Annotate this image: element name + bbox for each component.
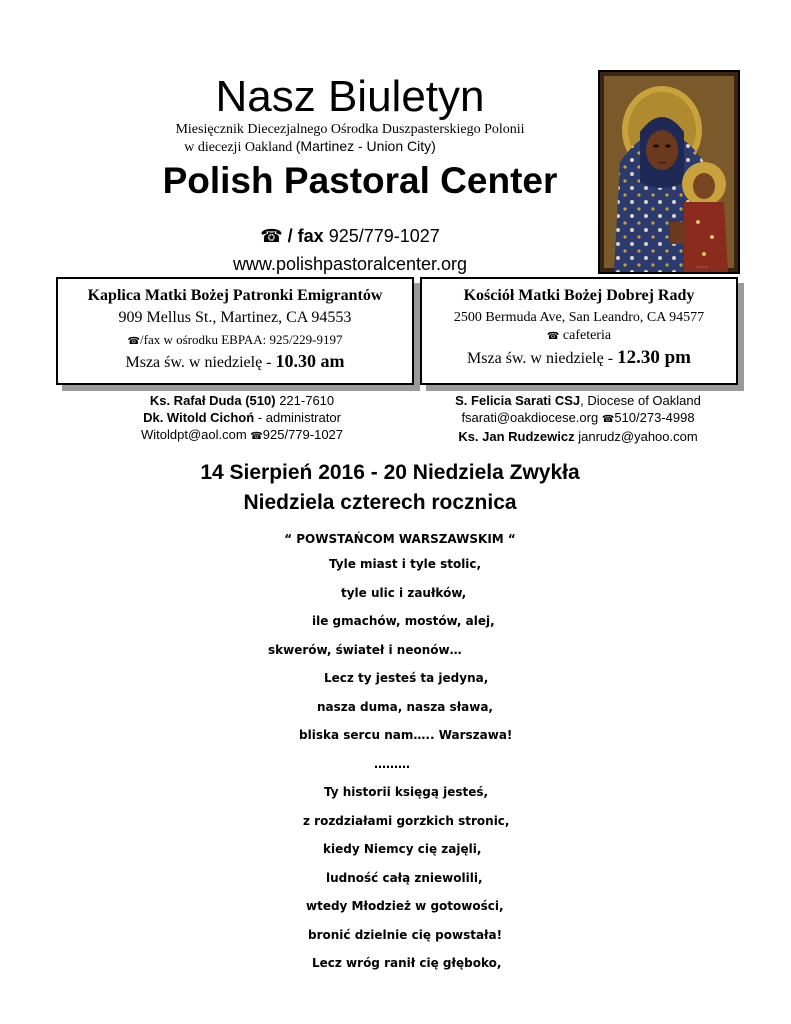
- phone-icon: ☎: [127, 336, 140, 347]
- bulletin-subtitle-diocese: [110, 138, 510, 156]
- phone-icon: ☎: [601, 414, 615, 425]
- liturgical-date: 14 Sierpień 2016 - 20 Niedziela Zwykła: [200, 461, 580, 484]
- contact-priest: Ks. Rafał Duda (510) 221-7610: [149, 393, 335, 408]
- chapel-phone: ☎/fax w ośrodku EBPAA: 925/229-9197: [127, 332, 343, 347]
- poem-line: bronić dzielnie cię powstała!: [308, 928, 503, 942]
- email-link[interactable]: Witoldpt@aol.com: [140, 427, 247, 442]
- poem-line: z rozdziałami gorzkich stronic,: [303, 814, 510, 828]
- phone-number: 925/779-1027: [328, 226, 440, 246]
- poem-line: ile gmachów, mostów, alej,: [312, 614, 495, 628]
- website-link[interactable]: www.polishpastoralcenter.org: [232, 254, 468, 274]
- contact-deacon-email: Witoldpt@aol.com ☎925/779-1027: [140, 427, 344, 442]
- bulletin-title: Nasz Biuletyn: [215, 72, 485, 121]
- email-link[interactable]: fsarati@oakdiocese.org: [461, 410, 599, 425]
- black-madonna-icon: [598, 70, 740, 274]
- mass-time: 10.30 am: [275, 351, 345, 371]
- mass-label: Msza św. w niedzielę -: [125, 354, 272, 371]
- email-link[interactable]: janrudz@yahoo.com: [578, 429, 698, 444]
- bulletin-subtitle: Miesięcznik Diecezjalnego Ośrodka Duszpasterskiego Polonii: [175, 122, 525, 137]
- phone-icon: ☎: [260, 226, 283, 246]
- contact-deacon: Dk. Witold Cichoń - administrator: [143, 410, 341, 425]
- mass-time: 12.30 pm: [617, 347, 691, 368]
- poem-line: ………: [374, 757, 410, 771]
- phone-label: / fax: [287, 226, 324, 246]
- poem-line: wtedy Młodzież w gotowości,: [306, 899, 504, 913]
- church-phone: ☎ cafeteria: [546, 328, 612, 343]
- diocese-name: w diecezji Oakland: [184, 140, 293, 155]
- chapel-address: 909 Mellus St., Martinez, CA 94553: [118, 309, 352, 326]
- contacts-right: [418, 392, 738, 445]
- poem-title: “ POWSTAŃCOM WARSZAWSKIM “: [284, 532, 516, 546]
- church-mass-time: [422, 347, 736, 369]
- poem-line: Ty historii księgą jesteś,: [324, 785, 489, 799]
- poem-line: ludność całą zniewolili,: [326, 871, 483, 885]
- chapel-info-box: [56, 277, 414, 385]
- church-info-box: [420, 277, 738, 385]
- church-address: 2500 Bermuda Ave, San Leandro, CA 94577: [453, 310, 705, 325]
- center-phone: [150, 224, 550, 248]
- sunday-title: Niedziela czterech rocznica: [243, 491, 517, 514]
- phone-icon: ☎: [546, 331, 560, 342]
- poem-line: kiedy Niemcy cię zajęli,: [323, 842, 482, 856]
- church-name: Kościół Matki Bożej Dobrej Rady: [463, 287, 695, 304]
- phone-icon: ☎: [250, 431, 263, 442]
- diocese-cities: (Martinez - Union City): [295, 138, 436, 154]
- center-name: Polish Pastoral Center: [162, 160, 558, 201]
- contact-sister-email: fsarati@oakdiocese.org ☎510/273-4998: [461, 410, 695, 425]
- mass-label: Msza św. w niedzielę -: [467, 350, 614, 367]
- poem-line: Lecz wróg ranił cię głęboko,: [312, 956, 502, 970]
- poem-line: skwerów, świateł i neonów…: [268, 643, 462, 657]
- poem-line: Tyle miast i tyle stolic,: [329, 557, 482, 571]
- chapel-mass-time: [58, 351, 412, 372]
- poem-line: nasza duma, nasza sława,: [317, 700, 493, 714]
- poem-line: Lecz ty jesteś ta jedyna,: [324, 671, 489, 685]
- contact-priest2: Ks. Jan Rudzewicz janrudz@yahoo.com: [458, 429, 698, 444]
- poem-line: tyle ulic i zaułków,: [341, 586, 467, 600]
- contact-sister: S. Felicia Sarati CSJ, Diocese of Oakland: [455, 393, 701, 408]
- chapel-name: Kaplica Matki Bożej Patronki Emigrantów: [87, 287, 383, 304]
- contacts-left: [112, 392, 372, 445]
- poem-line: bliska sercu nam….. Warszawa!: [299, 728, 513, 742]
- svg-text:~~~: ~~~: [696, 265, 709, 271]
